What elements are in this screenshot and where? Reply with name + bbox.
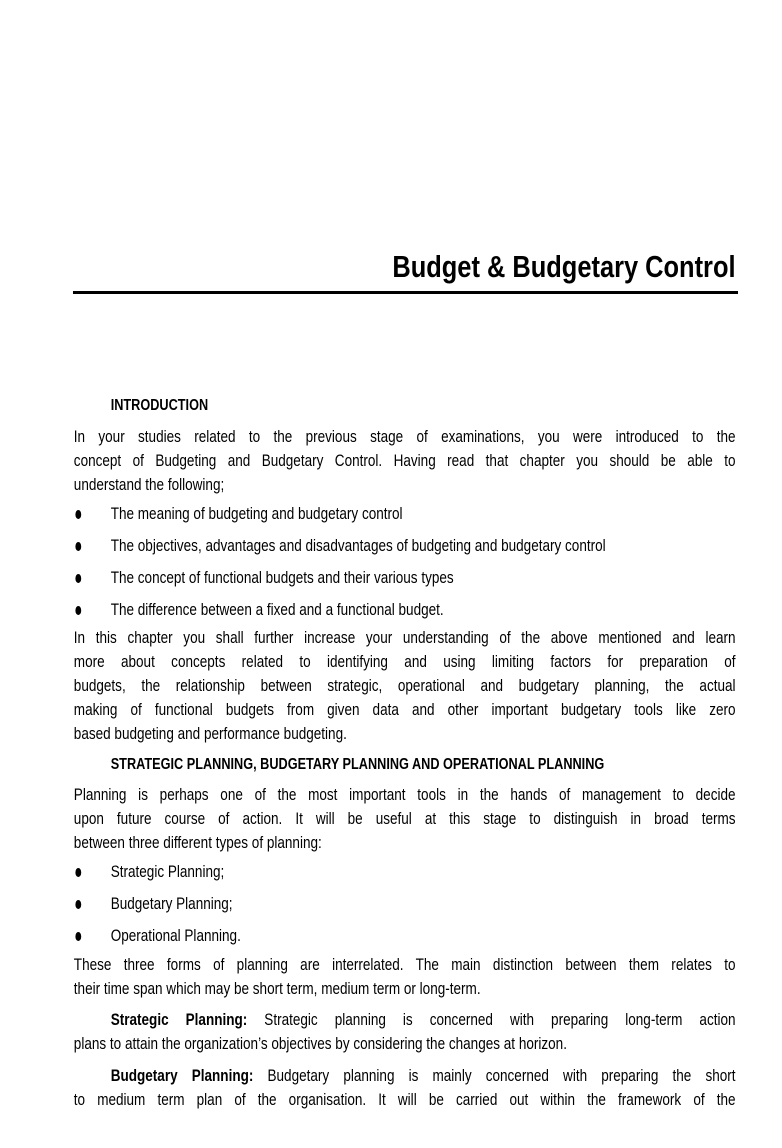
bullet-icon xyxy=(75,574,81,583)
list-item: Budgetary Planning; xyxy=(110,895,233,913)
title-rule xyxy=(73,291,738,294)
bullet-icon xyxy=(75,900,81,909)
paragraph-line: their time span which may be short term, medium term or long-term. xyxy=(73,980,481,998)
bullet-icon xyxy=(75,510,81,519)
list-item: Operational Planning. xyxy=(110,927,241,945)
para-strategic-line: plans to attain the organization’s objectives by considering the changes at horizon. xyxy=(73,1035,567,1053)
paragraph-line: understand the following; xyxy=(73,476,225,494)
list-item: The objectives, advantages and disadvantages of budgeting and budgetary control xyxy=(110,537,606,555)
para-budgetary-line: to medium term plan of the organisation. It will be carried out within the framework of the xyxy=(73,1091,736,1109)
list-item: The meaning of budgeting and budgetary control xyxy=(110,505,403,523)
list-item: The concept of functional budgets and their various types xyxy=(110,569,454,587)
paragraph-line: In this chapter you shall further increase your understanding of the above mentioned and learn xyxy=(73,629,736,647)
paragraph-line: more about concepts related to identifying and using limiting factors for preparation of xyxy=(73,653,736,671)
bullet-icon xyxy=(75,606,81,615)
list-item: Strategic Planning; xyxy=(110,863,225,881)
para-budgetary-line: Budgetary Planning: Budgetary planning is mainly concerned with preparing the short xyxy=(110,1067,736,1085)
bullet-icon xyxy=(75,542,81,551)
paragraph-line: Planning is perhaps one of the most important tools in the hands of management to decide xyxy=(73,786,736,804)
paragraph-line: based budgeting and performance budgeting. xyxy=(73,725,347,743)
paragraph-line: making of functional budgets from given data and other important budgetary tools like zero xyxy=(73,701,736,719)
intro-heading: INTRODUCTION xyxy=(110,397,209,414)
section-heading: STRATEGIC PLANNING, BUDGETARY PLANNING AND OPERATIONAL PLANNING xyxy=(110,756,605,773)
strategic-label: Strategic Planning: xyxy=(110,1011,248,1029)
paragraph-line: concept of Budgeting and Budgetary Control. Having read that chapter you should be able to xyxy=(73,452,736,470)
paragraph-line: between three different types of planning: xyxy=(73,834,322,852)
paragraph-line: upon future course of action. It will be useful at this stage to distinguish in broad terms xyxy=(73,810,736,828)
para-strategic-line: Strategic Planning: Strategic planning is concerned with preparing long-term action xyxy=(110,1011,736,1029)
bullet-icon xyxy=(75,868,81,877)
budgetary-label: Budgetary Planning: xyxy=(110,1067,254,1085)
bullet-icon xyxy=(75,932,81,941)
paragraph-line: In your studies related to the previous stage of examinations, you were introduced to the xyxy=(73,428,736,446)
chapter-title: Budget & Budgetary Control xyxy=(392,249,736,284)
paragraph-line: budgets, the relationship between strategic, operational and budgetary planning, the actual xyxy=(73,677,736,695)
list-item: The difference between a fixed and a functional budget. xyxy=(110,601,444,619)
paragraph-line: These three forms of planning are interrelated. The main distinction between them relates to xyxy=(73,956,736,974)
